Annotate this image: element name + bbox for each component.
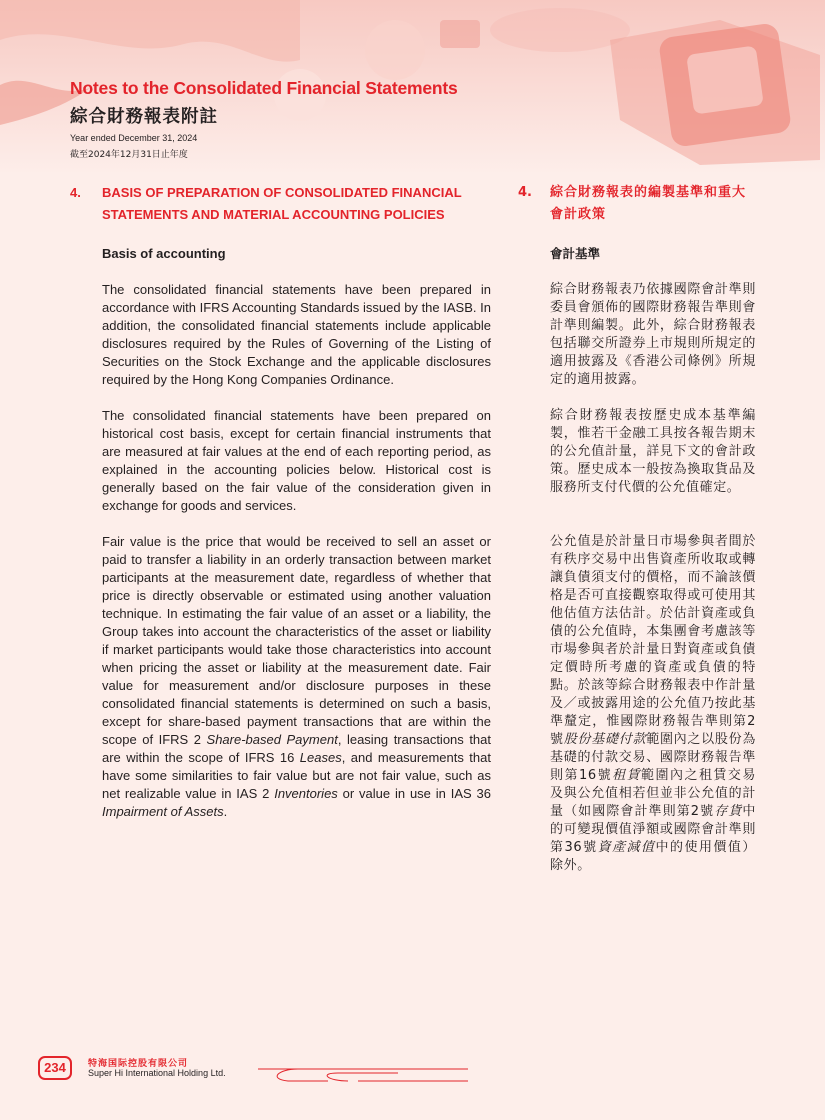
p3-italic-ias36: Impairment of Assets — [102, 804, 224, 819]
swoosh-ornament-icon — [258, 1061, 478, 1087]
p3-text-c: , and measurements that have some similarities to fair value but are not fair value, such as net realizable value in IAS 2 — [102, 750, 491, 801]
company-name-zh: 特海国际控股有限公司 — [88, 1059, 189, 1069]
p3-text-e: . — [223, 804, 228, 819]
section-number-zh: 4. — [518, 185, 532, 200]
english-column — [70, 182, 491, 821]
p3-zh-italic-2: 租賃 — [612, 768, 642, 783]
paragraph-1-en: The consolidated financial statements have been prepared in accordance with IFRS Accounting Standards issued by the IASB. In addition, the consolidated financial statements include applicable disclosures required by the Rules of Governing of the Listing of Securities on the Stock Exchange and the applicable disclosures required by the Hong Kong Companies Ordinance. — [102, 282, 491, 387]
paragraph-2-zh: 綜合財務報表按歷史成本基準編製，惟若干金融工具按各報告期末的公允值計量，詳見下文的會計政策。歷史成本一般按為換取貨品及服務所支付代價的公允值確定。 — [550, 408, 756, 495]
paragraph-3-en — [102, 533, 491, 821]
p3-zh-text-e: 中的使用價值）除外。 — [550, 840, 756, 873]
paragraph-2-en: The consolidated financial statements have been prepared on historical cost basis, except for certain financial instruments that are measured at fair values at the end of each reporting period, as explained in the accounting policies below. Historical cost is generally based on the fair value of the consideration given in exchange for goods and services. — [102, 408, 491, 513]
subheading-en: Basis of accounting — [102, 246, 226, 261]
section-number-en: 4. — [70, 185, 81, 200]
paragraph-1-zh: 綜合財務報表乃依據國際會計準則委員會頒佈的國際財務報告準則會計準則編製。此外，綜合財務報表包括聯交所證券上市規則所規定的適用披露及《香港公司條例》所規定的適用披露。 — [550, 282, 756, 387]
p3-zh-italic-3: 存貨 — [714, 804, 743, 819]
p3-zh-text-d: 中的可變現價值淨額或國際會計準則第36號 — [550, 804, 756, 855]
section-heading-zh — [518, 182, 756, 226]
section-heading-en — [70, 182, 491, 226]
p3-text-a: Fair value is the price that would be received to sell an asset or paid to transfer a liability in an orderly transaction between market participants at the measurement date, regardless of whether that price is directly observable or estimated using another valuation technique. In estimating the fair value of an asset or a liability, the Group takes into account the characteristics of the asset or liability if market participants would take those characteristics into account when pricing the asset or liability at the measurement date. Fair value for measurement and/or disclosure purposes in these consolidated financial statements is determined on such a basis, except for share-based payment transactions that are within the scope of IFRS 2 — [102, 534, 491, 747]
section-title-en: BASIS OF PREPARATION OF CONSOLIDATED FINANCIAL STATEMENTS AND MATERIAL ACCOUNTING POLICIES — [102, 185, 462, 222]
page-number: 234 — [38, 1056, 72, 1080]
page-header — [70, 78, 458, 160]
p3-zh-text-b: 範圍內之以股份為基礎的付款交易、國際財務報告準則第16號 — [550, 732, 756, 783]
p3-text-b: , leasing transactions that are within the scope of IFRS 16 — [102, 732, 492, 765]
period-zh: 截至2024年12月31日止年度 — [70, 150, 188, 160]
page-title-zh: 綜合財務報表附註 — [70, 107, 218, 127]
company-name-en: Super Hi International Holding Ltd. — [88, 1068, 226, 1078]
p3-text-d: or value in use in IAS 36 — [337, 786, 491, 801]
p3-zh-text-a: 公允值是於計量日市場參與者間於有秩序交易中出售資產所收取或轉讓負債須支付的價格，而不論該價格是否可直接觀察取得或可使用其他估值方法估計。於估計資產或負債的公允值時，本集團會考慮該等市場參與者於計量日對資產或負債定價時所考慮的資產或負債的特點。於該等綜合財務報表中作計量及／或披露用途的公允值乃按此基準釐定，惟國際財務報告準則第2號 — [550, 534, 756, 747]
page-title-en: Notes to the Consolidated Financial Statements — [70, 78, 458, 98]
section-title-zh: 綜合財務報表的編製基準和重大會計政策 — [550, 185, 747, 222]
period-en: Year ended December 31, 2024 — [70, 133, 198, 143]
page-footer — [38, 1053, 478, 1085]
paragraph-3-zh — [550, 533, 756, 875]
p3-italic-ifrs2: Share-based Payment — [206, 732, 338, 747]
p3-italic-ias2: Inventories — [274, 786, 338, 801]
p3-zh-italic-1: 股份基礎付款 — [563, 732, 647, 747]
p3-zh-text-c: 範圍內之租賃交易及與公允值相若但並非公允值的計量（如國際會計準則第2號 — [550, 768, 756, 819]
chinese-column — [518, 182, 756, 875]
subheading-zh: 會計基準 — [550, 246, 601, 261]
p3-zh-italic-4: 資產減值 — [597, 840, 656, 855]
p3-italic-ifrs16: Leases — [299, 750, 342, 765]
